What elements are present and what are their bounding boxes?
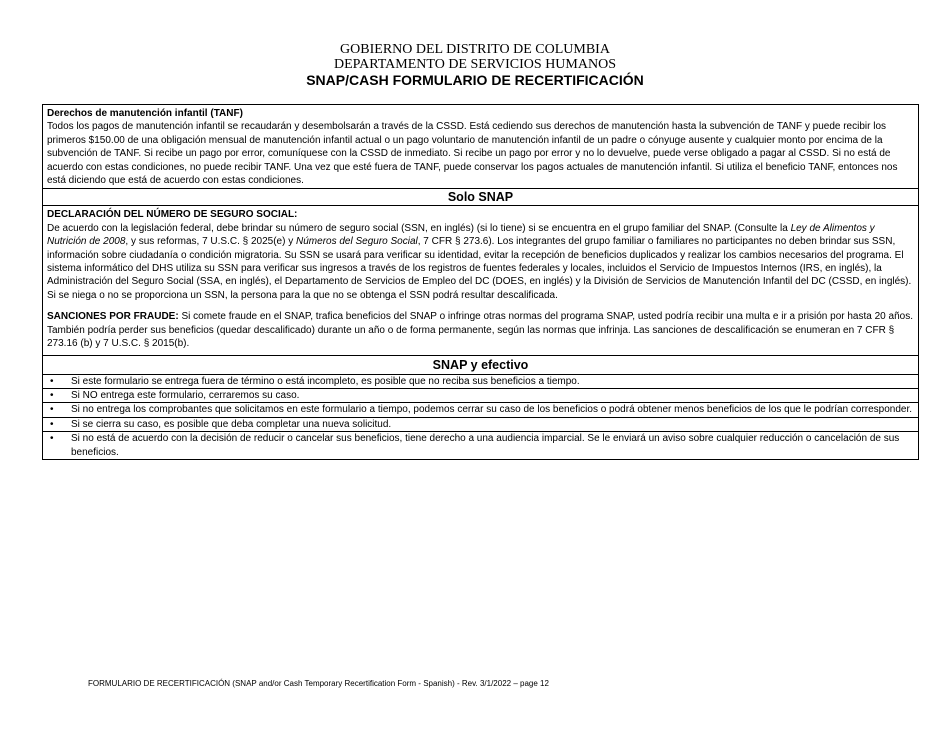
tanf-body: Todos los pagos de manutención infantil se recaudarán y desembolsarán a través de la CSSD. Está cediendo sus derechos de manutención hasta la subvención de TANF y puede recibir los primeros $150.00 de una obligación mensual de manutención infantil actual o un pago voluntario de manutención infantil de un padre o cónyuge ausente y cualquier monto por encima de la subvención de TANF. Si recibe un pago por error, comuníquese con la CSSD de inmediato. Si recibe un pago por error y no lo devuelve, puede verse obligado a pagar al CSSD. Si no está de acuerdo con estas condiciones, no puede recibir TANF. Una vez que esté fuera de TANF, puede conservar los pagos actuales de manutención infantil. Si utiliza el beneficio TANF, entonces nos está diciendo que está de acuerdo con estas condiciones. [47, 121, 898, 187]
bullet-icon: • [50, 404, 54, 416]
form-content-box [42, 104, 919, 460]
list-item-text: Si se cierra su caso, es posible que deba completar una nueva solicitud. [71, 418, 392, 430]
list-item-text: Si este formulario se entrega fuera de término o está incompleto, es posible que no reciba sus beneficios a tiempo. [71, 375, 580, 387]
list-item [43, 374, 918, 388]
ssn-numbers-title: Números del Seguro Social [296, 236, 418, 248]
list-item-text: Si no entrega los comprobantes que solicitamos en este formulario a tiempo, podemos cerrar su caso de los beneficios o podrá obtener menos beneficios de los que le podrían corresponder. [71, 404, 913, 416]
bullet-icon: • [50, 418, 54, 430]
fraud-sanctions [47, 310, 914, 350]
list-item [43, 388, 918, 402]
snap-only-title: Solo SNAP [42, 188, 919, 205]
snap-cash-title: SNAP y efectivo [432, 357, 529, 372]
ssn-text-3: , 7 CFR § 273.6). Los integrantes del grupo familiar o familiares no participantes no deben brindar sus SSN, información sobre ciudadanía o condición migratoria. Su SSN se usará para verificar su identidad, evitar la recepción de beneficios duplicados y realizar los cambios necesarios del programa. El sistema informático del DHS utiliza su SSN para verificar sus ingresos a través de los registros de fuentes federales y locales, incluidos el Servicio de Impuestos Internos (IRS, en inglés), la Administración del Seguro Social (SSA, en inglés), el Departamento de Servicios de Empleo del DC (DOES, en inglés) y la División de Servicios de Manutención Infantil del DC (CSSD, en inglés). Si se niega o no se proporciona un SSN, la persona para la que no se obtenga el SSN podrá resultar descalificada. [47, 236, 912, 301]
ssn-text-2: , y sus reformas, 7 U.S.C. § 2025(e) y [125, 236, 297, 248]
list-item-text: Si NO entrega este formulario, cerraremos su caso. [71, 389, 300, 401]
list-item-text: Si no está de acuerdo con la decisión de reducir o cancelar sus beneficios, tiene derecho a una audiencia imparcial. Se le enviará un aviso sobre cualquier reducción o cancelación de sus beneficios. [71, 433, 900, 458]
list-item [43, 402, 918, 416]
ssn-text-1: De acuerdo con la legislación federal, debe brindar su número de seguro social (SSN, en inglés) (si lo tiene) si se encuentra en el grupo familiar del SNAP. (Consulte la [47, 222, 791, 234]
header-government: GOBIERNO DEL DISTRITO DE COLUMBIA [340, 42, 610, 57]
fraud-title: SANCIONES POR FRAUDE: [47, 311, 179, 323]
snap-cash-section [42, 355, 919, 459]
document-header [0, 42, 950, 88]
bullet-icon: • [50, 375, 54, 387]
list-item [43, 431, 918, 459]
page-footer: FORMULARIO DE RECERTIFICACIÓN (SNAP and/or Cash Temporary Recertification Form - Spanish) - Rev. 3/1/2022 – page 12 [88, 679, 549, 688]
header-form-title: SNAP/CASH FORMULARIO DE RECERTIFICACIÓN [306, 72, 644, 88]
tanf-title: Derechos de manutención infantil (TANF) [47, 108, 243, 119]
list-item [43, 417, 918, 431]
ssn-declaration-title: DECLARACIÓN DEL NÚMERO DE SEGURO SOCIAL: [47, 209, 298, 221]
ssn-law-name: Ley de Alimentos y Nutrición de 2008 [47, 222, 875, 248]
snap-only-section [42, 205, 919, 354]
snap-cash-list [47, 374, 914, 459]
header-department: DEPARTAMENTO DE SERVICIOS HUMANOS [333, 57, 616, 72]
ssn-declaration-body [47, 222, 914, 302]
tanf-section [42, 105, 919, 188]
bullet-icon: • [50, 389, 54, 401]
bullet-icon: • [50, 433, 54, 445]
fraud-body: Si comete fraude en el SNAP, trafica beneficios del SNAP o infringe otras normas del programa SNAP, usted podría recibir una multa e ir a prisión por hasta 20 años. También podría perder sus beneficios (quedar descalificado) durante un año o de forma permanente, según las normas que infrinja. Las sanciones de descalificación se enumeran en 7 CFR § 273.16 (b) y 7 U.S.C. § 2015(b). [47, 311, 913, 350]
